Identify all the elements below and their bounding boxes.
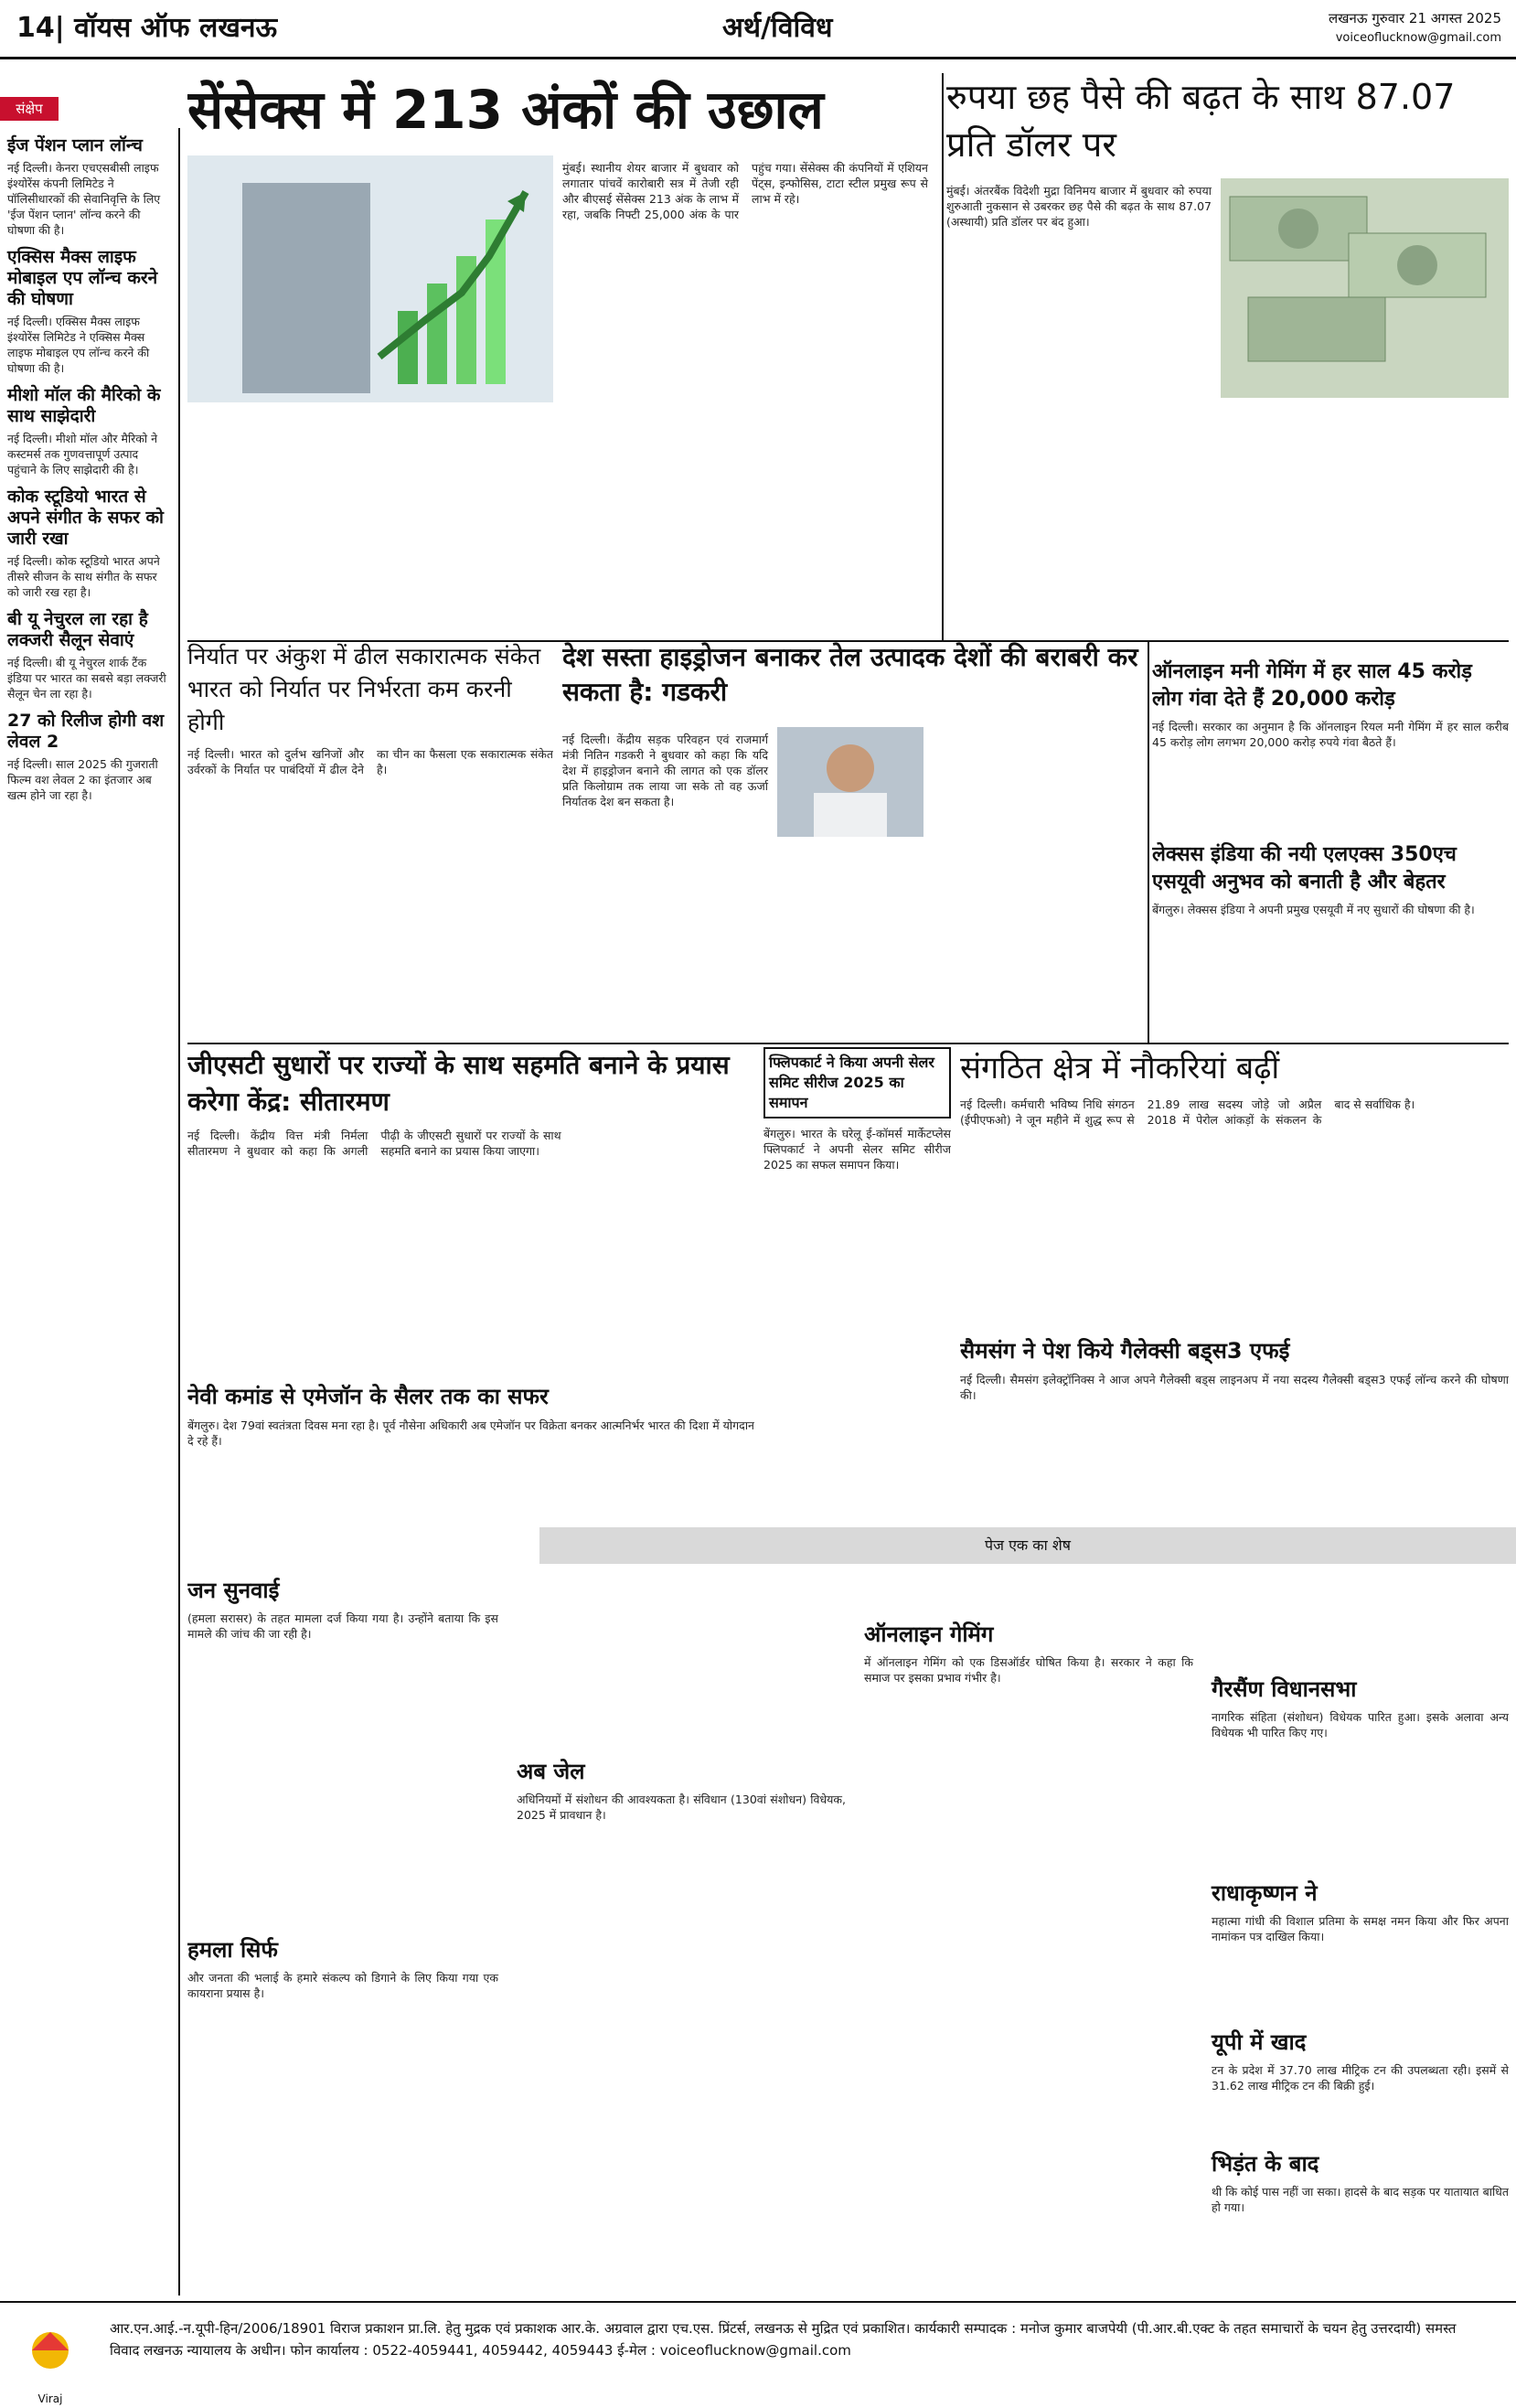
brief-body: नई दिल्ली। कोक स्टूडियो भारत अपने तीसरे सीजन के साथ संगीत के सफर को जारी रख रहा है।	[7, 554, 160, 599]
stock-graph-photo	[187, 155, 553, 402]
dollar-notes-photo	[1221, 178, 1509, 398]
flipkart-body: बेंगलुरु। भारत के घरेलू ई-कॉमर्स मार्केटप्लेस फ्लिपकार्ट ने अपनी सेलर समिट सीरीज 2025 का सफल समापन किया।	[763, 1127, 951, 1172]
cont-body: में ऑनलाइन गेमिंग को एक डिसऑर्डर घोषित किया है। सरकार ने कहा कि समाज पर इसका प्रभाव गंभीर है।	[864, 1655, 1193, 1685]
brief-item	[7, 385, 171, 477]
jobs-body: नई दिल्ली। कर्मचारी भविष्य निधि संगठन (ईपीएफओ) ने जून महीने में शुद्ध रूप से 21.89 लाख सदस्य जोड़े जो अप्रैल 2018 में पेरोल आंकड़ों के संकलन के बाद से सर्वाधिक है।	[960, 1097, 1415, 1127]
gaming-headline: ऑनलाइन मनी गेमिंग में हर साल 45 करोड़ लोग गंवा देते हैं 20,000 करोड़	[1152, 660, 1472, 711]
navy-headline: नेवी कमांड से एमेजॉन के सैलर तक का सफर	[187, 1384, 549, 1409]
cont-body: (हमला सरासर) के तहत मामला दर्ज किया गया है। उन्होंने बताया कि इस मामले की जांच की जा रही है।	[187, 1611, 498, 1641]
continued-strip: पेज एक का शेष	[539, 1527, 1516, 1564]
brief-column	[0, 128, 180, 2296]
cont-title: ऑनलाइन गेमिंग	[864, 1621, 994, 1647]
logo-text: Viraj	[37, 2392, 63, 2405]
cont-body: महात्मा गांधी की विशाल प्रतिमा के समक्ष नमन किया और फिर अपना नामांकन पत्र दाखिल किया।	[1212, 1914, 1509, 1943]
brief-title: एक्सिस मैक्स लाइफ मोबाइल एप लॉन्च करने की घोषणा	[7, 247, 158, 309]
brief-title: 27 को रिलीज होगी वश लेवल 2	[7, 711, 165, 752]
lead-story	[187, 73, 937, 640]
brief-title: बी यू नेचुरल ला रहा है लक्जरी सैलून सेवाएं	[7, 609, 148, 650]
column-rule	[187, 1043, 1509, 1044]
continuation-col	[517, 1573, 846, 2286]
cont-body: नागरिक संहिता (संशोधन) विधेयक पारित हुआ। इसके अलावा अन्य विधेयक भी पारित किए गए।	[1212, 1710, 1509, 1739]
lead-body: मुंबई। स्थानीय शेयर बाजार में बुधवार को लगातार पांचवें कारोबारी सत्र में तेजी रही और बीएसई सेंसेक्स 213 अंक के लाभ में रहा, जबकि निफ्टी 25,000 अंक के पार पहुंच गया। सेंसेक्स की कंपनियों में एशियन पेंट्स, इन्फोसिस, टाटा स्टील प्रमुख रूप से लाभ में रहे।	[562, 161, 928, 221]
gadkari-photo	[777, 727, 923, 837]
lead-headline: सेंसेक्स में 213 अंकों की उछाल	[187, 79, 824, 141]
brief-item	[7, 135, 171, 238]
lexus-body: बेंगलुरु। लेक्सस इंडिया ने अपनी प्रमुख एसयूवी में नए सुधारों की घोषणा की है।	[1152, 903, 1475, 916]
cont-body: टन के प्रदेश में 37.70 लाख मीट्रिक टन की उपलब्धता रही। इसमें से 31.62 लाख मीट्रिक टन की बिक्री हुई।	[1212, 2063, 1509, 2092]
masthead	[0, 0, 1516, 59]
publisher-logo	[18, 2325, 82, 2405]
gaming-body: नई दिल्ली। सरकार का अनुमान है कि ऑनलाइन रियल मनी गेमिंग में हर साल करीब 45 करोड़ लोग लगभग 20,000 करोड़ रुपये गंवा बैठते हैं।	[1152, 720, 1509, 749]
jobs-story	[960, 1047, 1509, 1331]
brief-item	[7, 487, 171, 600]
rupee-story	[946, 73, 1509, 640]
navy-story	[187, 1381, 754, 1523]
lexus-headline: लेक्सस इंडिया की नयी एलएक्स 350एच एसयूवी अनुभव को बनाती है और बेहतर	[1152, 843, 1457, 894]
gst-story	[187, 1047, 754, 1376]
column-rule	[942, 73, 944, 640]
exports-headline: निर्यात पर अंकुश में ढील सकारात्मक संकेत भारत को निर्यात पर निर्भरता कम करनी होगी	[187, 643, 541, 735]
brief-title: मीशो मॉल की मैरिको के साथ साझेदारी	[7, 385, 161, 426]
gadkari-headline: देश सस्ता हाइड्रोजन बनाकर तेल उत्पादक देशों की बराबरी कर सकता है: गडकरी	[562, 642, 1138, 707]
samsung-body: नई दिल्ली। सैमसंग इलेक्ट्रॉनिक्स ने आज अपने गैलेक्सी बड्स लाइनअप में नया सदस्य गैलेक्सी बड्स3 एफई लॉन्च करने की घोषणा की।	[960, 1373, 1509, 1402]
exports-story	[187, 640, 553, 1043]
gadkari-story	[562, 640, 1143, 1043]
cont-title: गैरसैंण विधानसभा	[1212, 1676, 1357, 1702]
brief-body: नई दिल्ली। साल 2025 की गुजराती फिल्म वश लेवल 2 का इंतजार अब खत्म होने जा रहा है।	[7, 757, 158, 802]
column-rule	[187, 640, 1509, 642]
cont-title: जन सुनवाई	[187, 1578, 280, 1603]
brief-body: नई दिल्ली। केनरा एचएसबीसी लाइफ इंश्योरेंस कंपनी लिमिटेड ने पॉलिसीधारकों की सेवानिवृत्ति के लिए 'ईज पेंशन प्लान' लॉन्च करने की घोषणा की है।	[7, 161, 161, 237]
page-number: 14	[16, 12, 55, 44]
continuation-col	[1212, 1573, 1509, 2286]
brief-body: नई दिल्ली। बी यू नेचुरल शार्क टैंक इंडिया पर भारत का सबसे बड़ा लक्जरी सैलून चेन ला रहा है।	[7, 656, 166, 701]
flipkart-story	[763, 1047, 951, 1523]
paper-title: वॉयस ऑफ लखनऊ	[74, 12, 278, 44]
brief-tag: संक्षेप	[0, 97, 59, 121]
rupee-headline: रुपया छह पैसे की बढ़त के साथ 87.07 प्रति डॉलर पर	[946, 77, 1456, 165]
navy-body: बेंगलुरु। देश 79वां स्वतंत्रता दिवस मना रहा है। पूर्व नौसेना अधिकारी अब एमेजॉन पर विक्रेता बनकर आत्मनिर्भर भारत की दिशा में योगदान दे रहे हैं।	[187, 1418, 754, 1448]
lexus-story	[1152, 841, 1509, 1033]
imprint-text: आर.एन.आई.-न.यूपी-हिन/2006/18901 विराज प्रकाशन प्रा.लि. हेतु मुद्रक एवं प्रकाशक आर.के. अग्रवाल द्वारा एच.एस. प्रिंटर्स, लखनऊ से मुद्रित एवं प्रकाशित। कार्यकारी सम्पादक : मनोज कुमार बाजपेयी (पी.आर.बी.एक्ट के तहत समाचारों के चयन हेतु उत्तरदायी) समस्त विवाद लखनऊ न्यायालय के अधीन। फोन कार्यालय : 0522-4059441, 4059442, 4059443 ई-मेल : voiceoflucknow@gmail.com	[110, 2320, 1457, 2359]
continuation-col	[864, 1573, 1193, 2286]
continuation-area	[187, 1573, 1509, 2296]
column-rule	[1148, 640, 1149, 1043]
rupee-body: मुंबई। अंतरबैंक विदेशी मुद्रा विनिमय बाजार में बुधवार को रुपया शुरुआती नुकसान से उबरकर छह पैसे की बढ़त के साथ 87.07 (अस्थायी) प्रति डॉलर पर बंद हुआ।	[946, 184, 1212, 229]
continuation-col	[187, 1573, 498, 2286]
brief-body: नई दिल्ली। एक्सिस मैक्स लाइफ इंश्योरेंस लिमिटेड ने एक्सिस मैक्स लाइफ मोबाइल एप लॉन्च करने की घोषणा की है।	[7, 315, 150, 375]
page-title: 14| वॉयस ऑफ लखनऊ	[16, 12, 278, 44]
imprint-footer	[0, 2301, 1516, 2408]
brief-item	[7, 247, 171, 376]
cont-title: यूपी में खाद	[1212, 2029, 1307, 2055]
samsung-headline: सैमसंग ने पेश किये गैलेक्सी बड्स3 एफई	[960, 1338, 1290, 1364]
brief-body: नई दिल्ली। मीशो मॉल और मैरिको ने कस्टमर्स तक गुणवत्तापूर्ण उत्पाद पहुंचाने के लिए साझेदारी की है।	[7, 432, 158, 476]
gaming-story	[1152, 658, 1509, 832]
cont-body: थी कि कोई पास नहीं जा सका। हादसे के बाद सड़क पर यातायात बाधित हो गया।	[1212, 2185, 1509, 2214]
cont-body: अधिनियमों में संशोधन की आवश्यकता है। संविधान (130वां संशोधन) विधेयक, 2025 में प्रावधान है।	[517, 1793, 846, 1822]
cont-title: हमला सिर्फ	[187, 1937, 278, 1963]
brief-item	[7, 609, 171, 701]
cont-title: राधाकृष्णन ने	[1212, 1880, 1318, 1906]
flipkart-headline: फ्लिपकार्ट ने किया अपनी सेलर समिट सीरीज 2025 का समापन	[763, 1047, 951, 1118]
masthead-email: voiceoflucknow@gmail.com	[1335, 31, 1501, 45]
samsung-story	[960, 1335, 1509, 1523]
gst-body: नई दिल्ली। केंद्रीय वित्त मंत्री निर्मला सीतारमण ने बुधवार को कहा कि अगली पीढ़ी के जीएसटी सुधारों पर राज्यों के साथ सहमति बनाने का प्रयास किया जाएगा।	[187, 1129, 561, 1158]
section-name: अर्थ/विविध	[722, 12, 833, 44]
cont-title: भिड़ंत के बाद	[1212, 2151, 1319, 2177]
brief-title: कोक स्टूडियो भारत से अपने संगीत के सफर को जारी रखा	[7, 487, 164, 549]
exports-body: नई दिल्ली। भारत को दुर्लभ खनिजों और उर्वरकों के निर्यात पर पाबंदियों में ढील देने का चीन का फैसला एक सकारात्मक संकेत है।	[187, 747, 553, 776]
gadkari-body: नई दिल्ली। केंद्रीय सड़क परिवहन एवं राजमार्ग मंत्री नितिन गडकरी ने बुधवार को कहा कि यदि देश में हाइड्रोजन बनाने की लागत को एक डॉलर प्रति किलोग्राम तक लाया जा सके तो वह ऊर्जा निर्यातक देश बन सकता है।	[562, 733, 768, 808]
jobs-headline: संगठित क्षेत्र में नौकरियां बढ़ीं	[960, 1050, 1280, 1086]
brief-item	[7, 711, 171, 803]
gst-headline: जीएसटी सुधारों पर राज्यों के साथ सहमति बनाने के प्रयास करेगा केंद्र: सीतारमण	[187, 1050, 730, 1117]
brief-title: ईज पेंशन प्लान लॉन्च	[7, 135, 143, 155]
cont-body: और जनता की भलाई के हमारे संकल्प को डिगाने के लिए किया गया एक कायराना प्रयास है।	[187, 1971, 498, 2000]
cont-title: अब जेल	[517, 1759, 585, 1784]
issue-date: लखनऊ गुरुवार 21 अगस्त 2025	[1329, 10, 1501, 27]
